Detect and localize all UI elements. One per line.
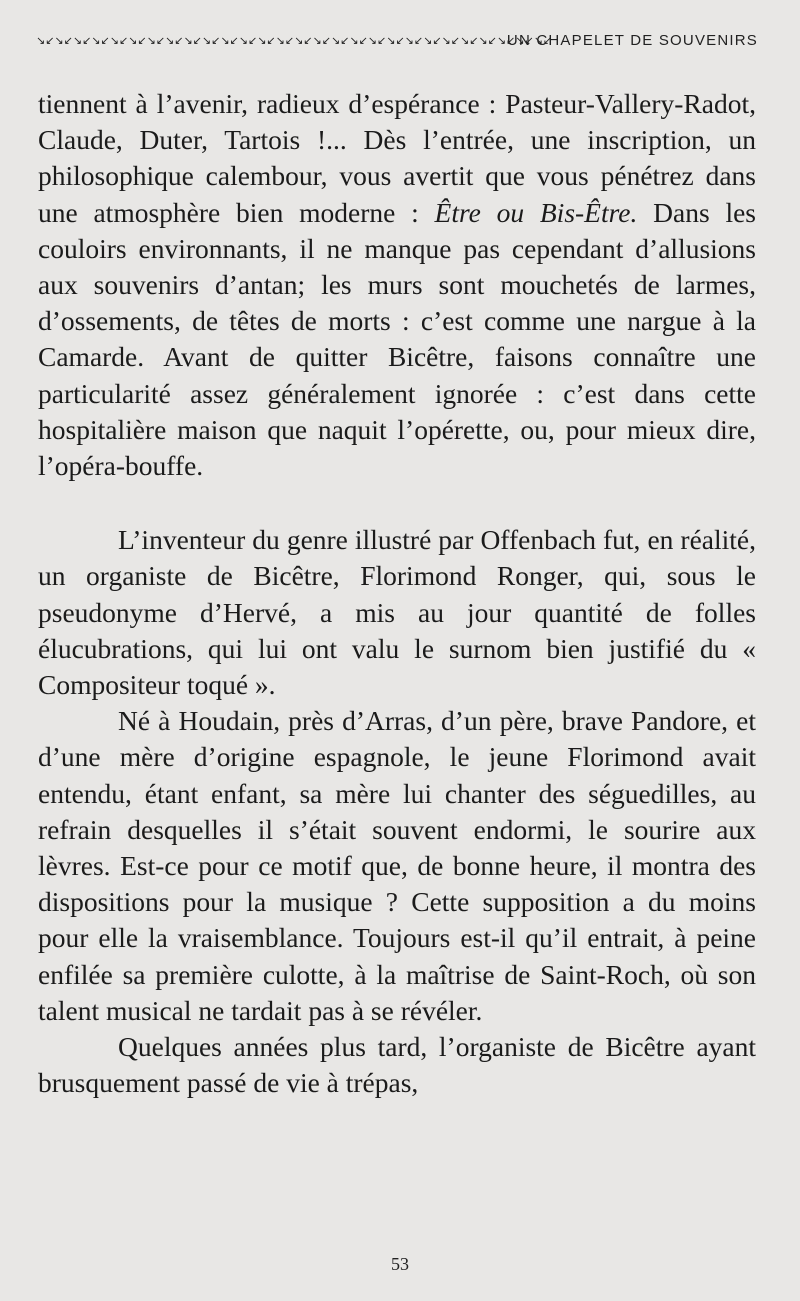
paragraph-4: Quelques années plus tard, l’organiste de Bicêtre ayant brusquement passé de vie à trépas, [38,1031,756,1099]
paragraph-1-text-end: Dans les couloirs environnants, il ne manque pas cependant d’allusions aux souvenirs d’antan; les murs sont mouchetés de larmes, d’ossements, de têtes de morts : c’est comme une nargue à la Camarde. Avant de quitter Bicêtre, faisons connaître une particularité assez généralement ignorée : c’est dans cette hospitalière maison que naquit l’opérette, ou, pour mieux dire, l’opéra-bouffe. [38,196,756,482]
paragraph-3: Né à Houdain, près d’Arras, d’un père, brave Pandore, et d’une mère d’origine espagnole, le jeune Florimond avait entendu, étant enfant, sa mère lui chanter des séguedilles, au refrain desquelles il s’était souvent endormi, le sourire aux lèvres. Est-ce pour ce motif que, de bonne heure, il montra des dispositions pour la musique ? Cette supposition a du moins pour elle la vraisemblance. Toujours est-il qu’il entrait, à peine enfilée sa première culotte, à la maîtrise de Saint-Roch, où son talent musical ne tardait pas à se révéler. [38,705,756,1026]
page-number: 53 [391,1254,409,1274]
paragraph-2: L’inventeur du genre illustré par Offenbach fut, en réalité, un organiste de Bicêtre, Florimond Ronger, qui, sous le pseudonyme d’Hervé, a mis au jour quantité de folles élucubrations, qui lui ont valu le surnom bien justifié du « Compositeur toqué ». [38,524,756,701]
running-title: UN CHAPELET DE SOUVENIRS [506,31,758,49]
running-header [36,28,758,52]
paragraph-1-text-start: tiennent à l’avenir, radieux d’espérance : Pasteur-Vallery-Radot, Claude, Duter, Tartois !... Dès l’entrée, une inscription, un philosophique calembour, vous avertit que vous pénétrez dans une atmosphère bien moderne : [38,88,756,228]
header-ornament: ↘↙↘↙↘↙↘↙↘↙↘↙↘↙↘↙↘↙↘↙↘↙↘↙↘↙↘↙↘↙↘↙↘↙↘↙↘↙↘↙↘↙↘↙↘↙↘↙↘↙↘↙↘↙↘↙ [36,33,553,47]
body-text [38,86,756,1101]
italic-quote: Être ou Bis-Être. [434,196,638,228]
paragraph-1 [38,86,756,484]
